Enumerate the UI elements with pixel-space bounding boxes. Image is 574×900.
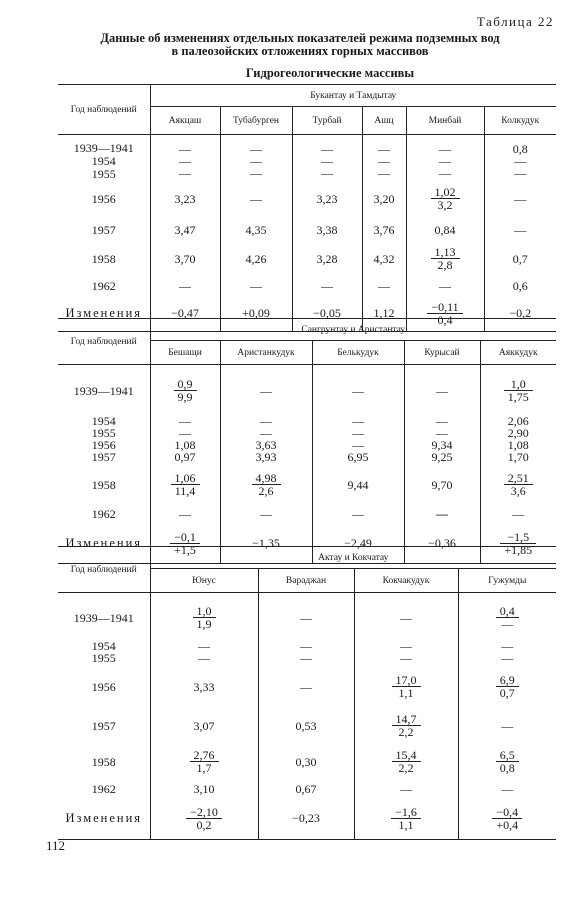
fraction-cell: $\frac{1,02}{3,2}$ bbox=[431, 186, 460, 211]
year-column-header: Год наблюдений bbox=[58, 85, 150, 135]
cell: — — bbox=[501, 638, 514, 665]
cell: 0,6 bbox=[512, 278, 528, 293]
group-header: Актау и Кокчатау bbox=[150, 547, 556, 569]
fraction-cell: $\frac{-0,4}{+0,4}$ bbox=[492, 806, 522, 831]
table-row bbox=[58, 467, 556, 503]
table-row bbox=[58, 243, 556, 275]
cell: −1,35 bbox=[220, 525, 312, 563]
table-sangruntau bbox=[58, 318, 556, 564]
table-row bbox=[58, 707, 556, 745]
cell: 0,67 bbox=[258, 779, 354, 799]
cell: 3,38 bbox=[292, 217, 362, 243]
table-row bbox=[58, 371, 556, 411]
column-header: Бешащи bbox=[150, 341, 220, 365]
cell: — bbox=[220, 503, 312, 525]
cell: — bbox=[512, 506, 525, 521]
fraction-cell: $\frac{0,9}{9,9}$ bbox=[174, 378, 197, 403]
cell: 3,70 bbox=[150, 243, 220, 275]
table-row bbox=[58, 217, 556, 243]
table-aktau bbox=[58, 546, 556, 840]
cell: — — — bbox=[321, 141, 333, 180]
cell: — bbox=[292, 275, 362, 297]
group-header: Сангрунтау и Аристантау bbox=[150, 319, 556, 341]
cell: — — — bbox=[250, 141, 262, 180]
year-column-header: Год наблюдений bbox=[58, 547, 150, 593]
year-label: 1958 bbox=[58, 745, 150, 779]
fraction-cell: $\frac{6,9}{0,7}$ bbox=[496, 674, 519, 699]
cell: — — 1,08 0,97 bbox=[174, 413, 196, 464]
column-header: Ашц bbox=[362, 107, 406, 135]
table-subtitle: Гидрогеологические массивы bbox=[245, 66, 415, 80]
cell: — bbox=[362, 275, 406, 297]
cell: 9,44 bbox=[312, 467, 404, 503]
table-row bbox=[58, 181, 556, 217]
fraction-cell: $\frac{4,98}{2,6}$ bbox=[252, 472, 281, 497]
cell: −0,05 bbox=[292, 297, 362, 331]
table-row bbox=[58, 779, 556, 799]
column-header: Тубабурген bbox=[220, 107, 292, 135]
table-row bbox=[58, 637, 556, 667]
table-row bbox=[58, 745, 556, 779]
cell: 0,53 bbox=[258, 707, 354, 745]
cell: −0,2 bbox=[484, 297, 556, 331]
cell: — bbox=[220, 181, 292, 217]
cell: 2,06 2,90 1,08 1,70 bbox=[507, 413, 529, 464]
cell: 9,70 bbox=[404, 467, 480, 503]
year-label: 1954 1955 bbox=[91, 638, 116, 665]
cell: — bbox=[354, 779, 458, 799]
fraction-cell: $\frac{17,0}{1,1}$ bbox=[392, 674, 421, 699]
cell: — bbox=[501, 781, 514, 796]
column-header: Аристанкудук bbox=[220, 341, 312, 365]
table-title bbox=[40, 32, 560, 58]
cell: 3,28 bbox=[292, 243, 362, 275]
year-label: 1954 1955 1956 1957 bbox=[91, 413, 116, 464]
group-header: Букантау и Тамдытау bbox=[150, 85, 556, 107]
changes-label: Изменения bbox=[58, 525, 150, 563]
year-label: 1957 bbox=[58, 217, 150, 243]
cell: 3,23 bbox=[292, 181, 362, 217]
cell: — bbox=[354, 599, 458, 637]
cell: — — bbox=[400, 638, 412, 665]
year-label: 1957 bbox=[58, 707, 150, 745]
year-label: 1958 bbox=[58, 467, 150, 503]
year-label: 1962 bbox=[58, 503, 150, 525]
cell: 3,07 bbox=[150, 707, 258, 745]
year-column-header: Год наблюдений bbox=[58, 319, 150, 365]
column-header: Колкудук bbox=[484, 107, 556, 135]
cell: — — bbox=[300, 638, 312, 665]
fraction-cell: $\frac{-0,1}{+1,5}$ bbox=[170, 531, 200, 556]
cell: 3,20 bbox=[362, 181, 406, 217]
year-label: 1939—1941 bbox=[58, 371, 150, 411]
year-label: 1955 bbox=[91, 166, 116, 181]
table-bukantau bbox=[58, 84, 556, 332]
cell: −0,47 bbox=[150, 297, 220, 331]
year-label: 1962 bbox=[58, 275, 150, 297]
cell: — bbox=[258, 667, 354, 707]
cell: — bbox=[312, 371, 404, 411]
cell: −0,36 bbox=[404, 525, 480, 563]
cell: — bbox=[150, 503, 220, 525]
cell: 0,30 bbox=[258, 745, 354, 779]
cell: −0,23 bbox=[258, 799, 354, 839]
table-row bbox=[58, 799, 556, 839]
cell: — bbox=[514, 222, 527, 237]
table-number: Таблица 22 bbox=[476, 14, 554, 29]
column-header: Юнус bbox=[150, 569, 258, 593]
cell: — — bbox=[198, 638, 210, 665]
table-row bbox=[58, 275, 556, 297]
cell: 4,32 bbox=[362, 243, 406, 275]
column-header: Вараджан bbox=[258, 569, 354, 593]
fraction-cell: $\frac{14,7}{2,2}$ bbox=[392, 713, 421, 738]
cell: — bbox=[501, 718, 514, 733]
cell: — — 3,63 3,93 bbox=[255, 413, 277, 464]
column-header: Турбай bbox=[292, 107, 362, 135]
cell: — bbox=[404, 371, 480, 411]
cell: — bbox=[258, 599, 354, 637]
fraction-cell: $\frac{1,06}{11,4}$ bbox=[171, 472, 200, 497]
fraction-cell: $\frac{-2,10}{0,2}$ bbox=[186, 806, 222, 831]
cell: — — — bbox=[179, 141, 191, 180]
column-header: Белькудук bbox=[312, 341, 404, 365]
fraction-cell: $\frac{6,5}{0,8}$ bbox=[496, 749, 519, 774]
cell: — — 9,34 9,25 bbox=[431, 413, 453, 464]
table-row bbox=[58, 503, 556, 525]
column-header: Минбай bbox=[406, 107, 484, 135]
fraction-cell: $\frac{1,13}{2,8}$ bbox=[431, 246, 460, 271]
cell: — bbox=[404, 503, 480, 525]
cell: 4,26 bbox=[220, 243, 292, 275]
cell: 0,7 bbox=[512, 251, 528, 266]
cell: — bbox=[220, 371, 312, 411]
changes-label: Изменения bbox=[58, 799, 150, 839]
year-label: 1939—1941 bbox=[58, 599, 150, 637]
title-line-2: в палеозойских отложениях горных массивов bbox=[171, 44, 429, 58]
column-header: Кокчакудук bbox=[354, 569, 458, 593]
fraction-cell: $\frac{1,0}{1,75}$ bbox=[504, 378, 533, 403]
fraction-cell: $\frac{15,4}{2,2}$ bbox=[392, 749, 421, 774]
cell: 1,12 bbox=[362, 297, 406, 331]
cell: −2,49 bbox=[312, 525, 404, 563]
fraction-cell: $\frac{1,0}{1,9}$ bbox=[193, 605, 216, 630]
cell: — bbox=[514, 191, 527, 206]
table-row bbox=[58, 667, 556, 707]
column-header: Аякцаш bbox=[150, 107, 220, 135]
column-header: Гужумды bbox=[458, 569, 556, 593]
cell: — bbox=[406, 275, 484, 297]
year-label: 1954 bbox=[91, 153, 116, 168]
cell: 0,8 — — bbox=[512, 141, 528, 180]
cell: — — — 6,95 bbox=[347, 413, 369, 464]
page-number: 112 bbox=[46, 838, 66, 853]
changes-label: Изменения bbox=[58, 297, 150, 331]
column-header: Курысай bbox=[404, 341, 480, 365]
fraction-cell: $\frac{-0,11}{0,4}$ bbox=[427, 301, 462, 326]
year-label: 1939—1941 bbox=[73, 140, 134, 155]
cell: 3,10 bbox=[150, 779, 258, 799]
cell: — — — bbox=[378, 141, 390, 180]
fraction-cell: $\frac{2,76}{1,7}$ bbox=[190, 749, 219, 774]
table-row bbox=[58, 411, 556, 467]
cell: 3,33 bbox=[150, 667, 258, 707]
fraction-cell: 0,4 — bbox=[496, 605, 519, 630]
fraction-cell: $\frac{-1,5}{+1,85}$ bbox=[500, 531, 536, 556]
year-label: 1956 bbox=[58, 181, 150, 217]
cell: 3,47 bbox=[150, 217, 220, 243]
cell: — bbox=[312, 503, 404, 525]
table-row bbox=[58, 141, 556, 181]
cell: 4,35 bbox=[220, 217, 292, 243]
table-row bbox=[58, 599, 556, 637]
year-label: 1956 bbox=[58, 667, 150, 707]
cell: +0,09 bbox=[220, 297, 292, 331]
cell: — — — bbox=[439, 141, 451, 180]
year-label: 1958 bbox=[58, 243, 150, 275]
cell: — bbox=[150, 275, 220, 297]
cell: 3,76 bbox=[362, 217, 406, 243]
column-header: Аяккудук bbox=[480, 341, 556, 365]
cell: 0,84 bbox=[406, 217, 484, 243]
fraction-cell: $\frac{2,51}{3,6}$ bbox=[504, 472, 533, 497]
year-label: 1962 bbox=[58, 779, 150, 799]
title-line-1: Данные об изменениях отдельных показателей режима подземных вод bbox=[100, 31, 500, 45]
cell: 3,23 bbox=[150, 181, 220, 217]
fraction-cell: $\frac{-1,6}{1,1}$ bbox=[391, 806, 421, 831]
cell: — bbox=[220, 275, 292, 297]
